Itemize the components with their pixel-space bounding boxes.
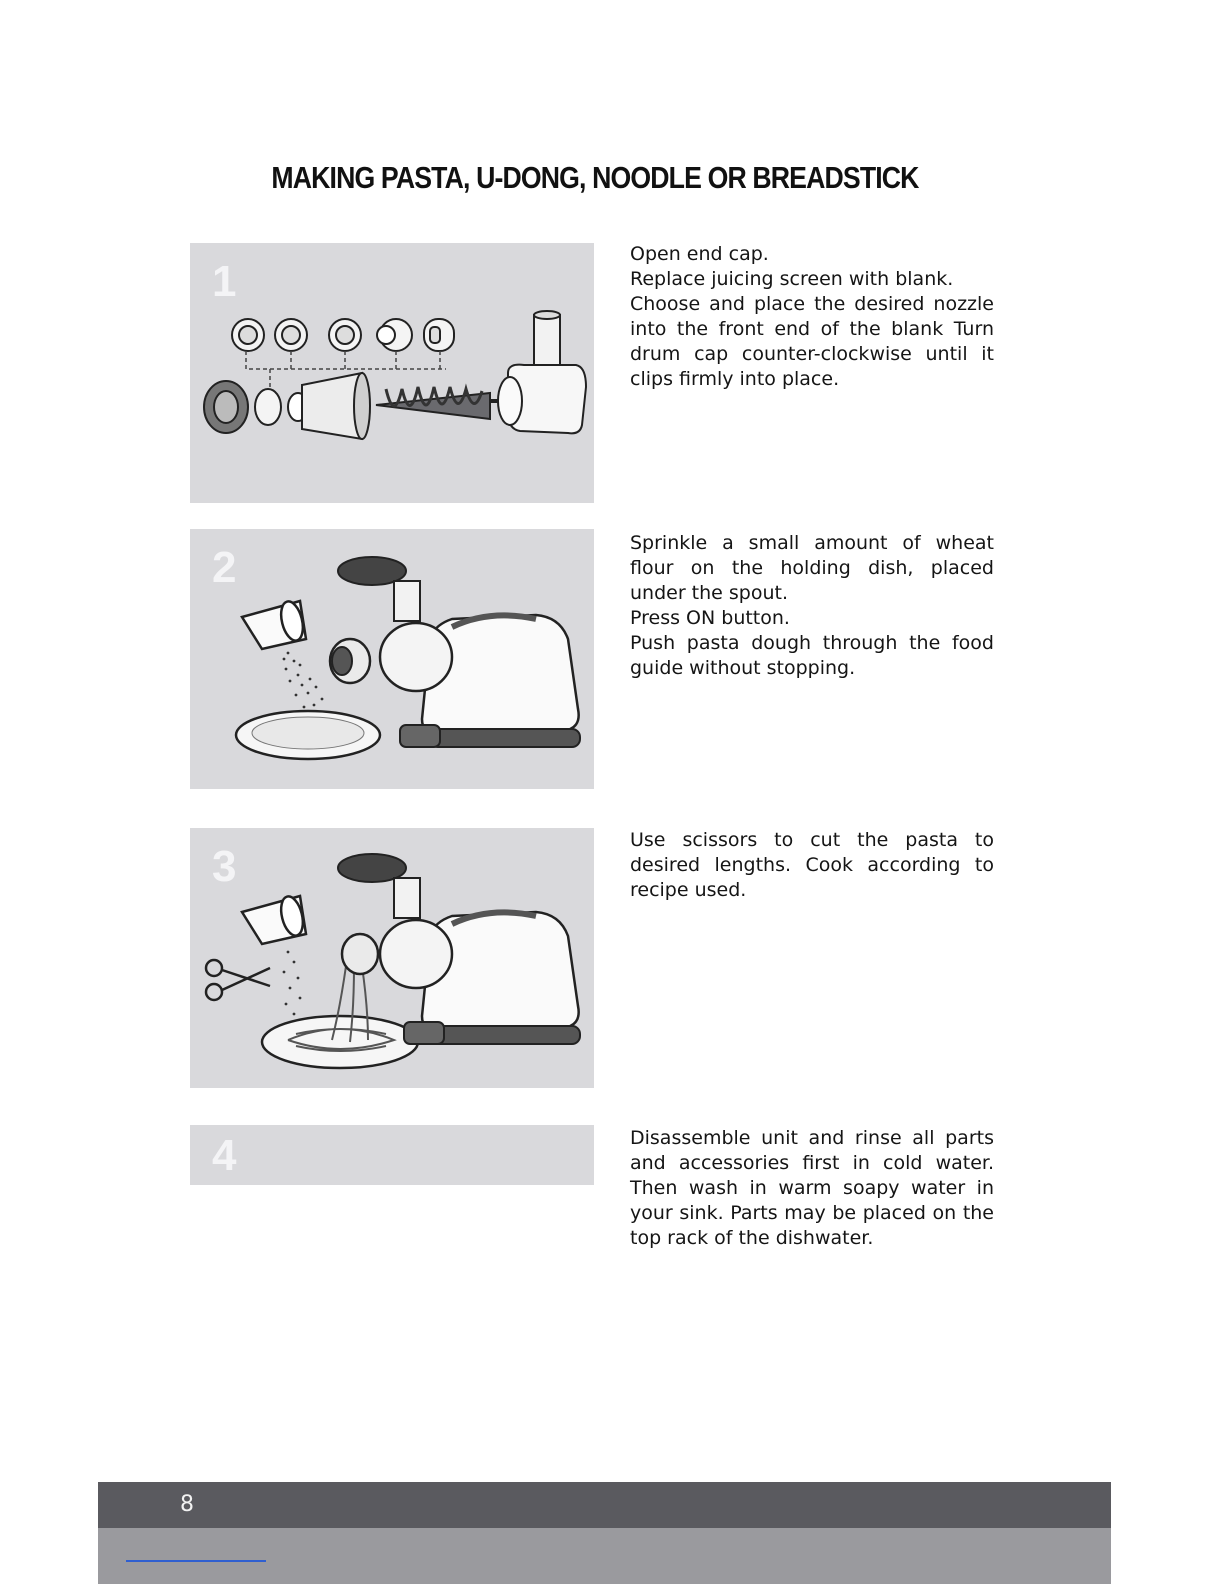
step-2-illustration: [190, 529, 594, 789]
step-1-line-1: Open end cap.: [630, 243, 769, 265]
step-3-number: 3: [212, 842, 237, 891]
page-number: 8: [180, 1492, 194, 1517]
nozzle-set: [232, 319, 454, 351]
step-1-number: 1: [212, 257, 237, 306]
step-4-line-1: Disassemble unit and rinse all parts and accessories first in cold water. Then wash in warm soapy water in your sink. Parts may be placed on the top rack of the dishwater.: [630, 1127, 994, 1249]
step-3-illustration: [190, 828, 594, 1088]
step-4-number: 4: [212, 1131, 237, 1180]
step-4-illustration: [190, 1125, 594, 1185]
step-2-text: [630, 531, 994, 681]
step-3-text: [630, 828, 994, 903]
step-1-line-2: Replace juicing screen with blank.: [630, 268, 954, 290]
step-2-number: 2: [212, 543, 237, 592]
step-1-line-3: Choose and place the desired nozzle into the front end of the blank Turn drum cap counter-clockwise until it clips firmly into place.: [630, 293, 994, 390]
step-2-line-2: Press ON button.: [630, 607, 790, 629]
step-2-line-1: Sprinkle a small amount of wheat flour on the holding dish, placed under the spout.: [630, 532, 994, 604]
step-3-line-1: Use scissors to cut the pasta to desired lengths. Cook according to recipe used.: [630, 829, 994, 901]
flour-particles: [283, 652, 324, 717]
footer-subbar: [98, 1528, 1111, 1584]
flour-sprinkle-illustration: [190, 529, 594, 789]
step-1-text: [630, 242, 994, 392]
step-1-illustration: [190, 243, 594, 503]
footer-link-underline[interactable]: [126, 1560, 266, 1562]
footer-bar: [98, 1482, 1111, 1528]
step-2-line-3: Push pasta dough through the food guide without stopping.: [630, 632, 994, 679]
step-4-text: [630, 1126, 994, 1251]
page-title: MAKING PASTA, U-DONG, NOODLE OR BREADSTICK: [271, 160, 919, 195]
pasta-cutting-illustration: [190, 828, 594, 1088]
parts-assembly-illustration: [190, 243, 594, 503]
scissors-icon: [206, 960, 270, 1000]
